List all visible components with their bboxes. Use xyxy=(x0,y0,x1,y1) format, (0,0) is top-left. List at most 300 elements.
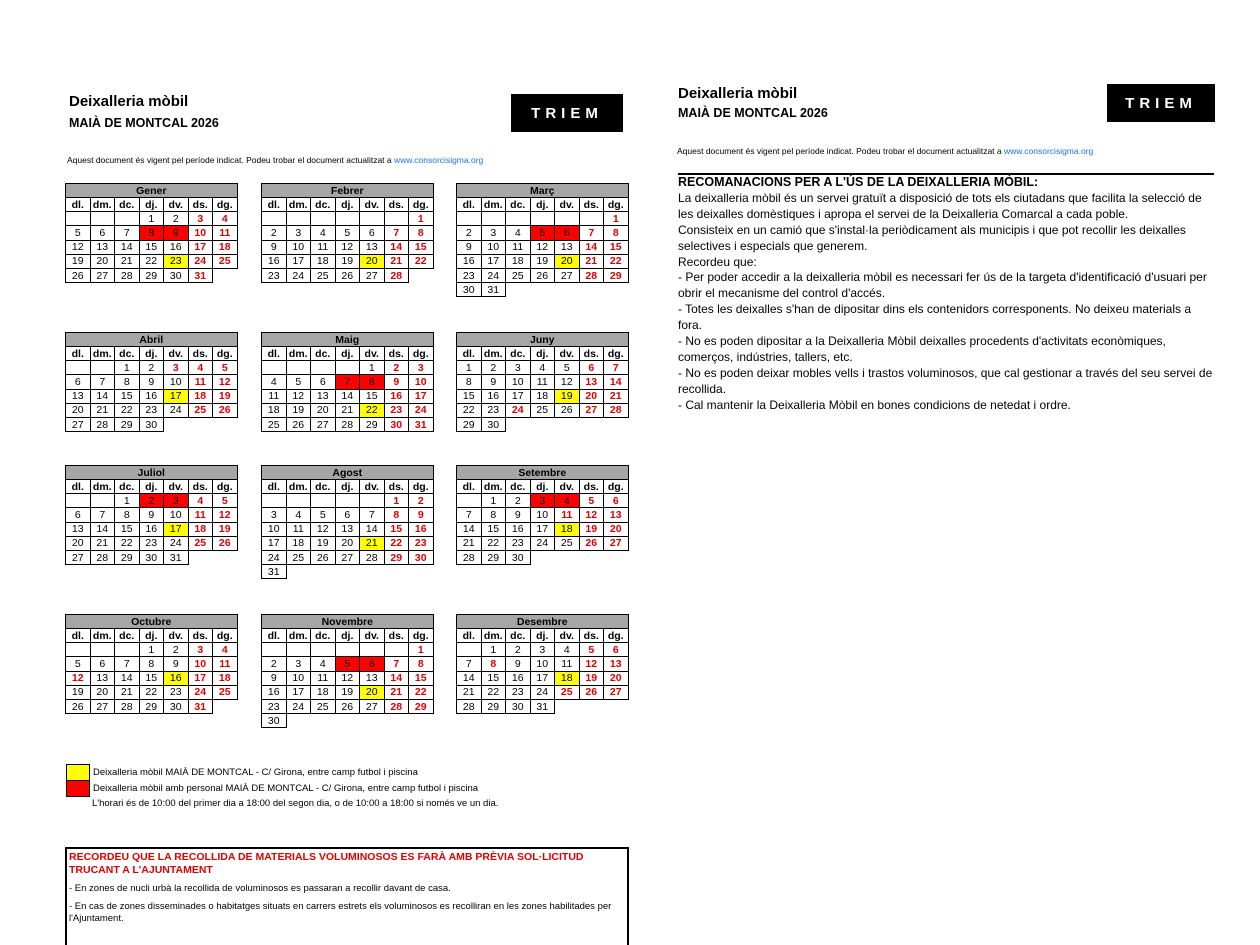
blank-cell xyxy=(506,212,531,226)
day-cell: 8 xyxy=(409,226,434,240)
day-cell: 1 xyxy=(481,643,506,657)
month-table xyxy=(65,614,238,714)
day-cell: 12 xyxy=(213,375,238,389)
day-cell: 9 xyxy=(481,375,506,389)
weekday-header: dg. xyxy=(604,480,629,494)
day-cell: 1 xyxy=(360,361,385,375)
day-cell: 21 xyxy=(579,254,604,268)
day-cell: 2 xyxy=(262,226,287,240)
day-cell: 26 xyxy=(66,699,91,713)
day-cell: 16 xyxy=(262,254,287,268)
day-cell: 11 xyxy=(311,671,336,685)
day-cell: 2 xyxy=(384,361,409,375)
day-cell: 6 xyxy=(579,361,604,375)
day-cell: 10 xyxy=(164,508,189,522)
day-cell: 4 xyxy=(188,494,213,508)
day-cell: 10 xyxy=(286,240,311,254)
blank-cell xyxy=(90,494,115,508)
month-name: Maig xyxy=(262,333,434,347)
day-cell: 21 xyxy=(360,536,385,550)
day-cell: 13 xyxy=(90,240,115,254)
day-cell: 4 xyxy=(311,657,336,671)
day-cell: 8 xyxy=(360,375,385,389)
day-cell: 4 xyxy=(286,508,311,522)
day-cell: 12 xyxy=(286,389,311,403)
weekday-header: dc. xyxy=(506,347,531,361)
day-cell: 21 xyxy=(90,536,115,550)
day-cell: 29 xyxy=(481,699,506,713)
empty-cell xyxy=(384,565,409,579)
empty-cell xyxy=(311,565,336,579)
day-cell: 11 xyxy=(213,657,238,671)
empty-cell xyxy=(530,550,555,564)
day-cell: 1 xyxy=(384,494,409,508)
day-cell: 29 xyxy=(384,550,409,564)
weekday-header: dj. xyxy=(530,480,555,494)
day-cell: 21 xyxy=(604,389,629,403)
month-table xyxy=(65,465,238,565)
day-cell: 30 xyxy=(164,268,189,282)
empty-cell xyxy=(286,714,311,728)
empty-cell xyxy=(604,417,629,431)
day-cell: 15 xyxy=(481,522,506,536)
day-cell: 1 xyxy=(481,494,506,508)
day-cell: 18 xyxy=(286,536,311,550)
blank-cell xyxy=(457,212,482,226)
month-name: Juliol xyxy=(66,466,238,480)
day-cell: 5 xyxy=(213,361,238,375)
day-cell: 18 xyxy=(506,254,531,268)
day-cell: 25 xyxy=(213,254,238,268)
day-cell: 26 xyxy=(579,685,604,699)
day-cell: 28 xyxy=(115,268,140,282)
day-cell: 6 xyxy=(90,657,115,671)
day-cell: 29 xyxy=(409,699,434,713)
day-cell: 21 xyxy=(457,536,482,550)
day-cell: 26 xyxy=(335,699,360,713)
day-cell: 26 xyxy=(66,268,91,282)
day-cell: 23 xyxy=(262,268,287,282)
day-cell: 12 xyxy=(579,657,604,671)
empty-cell xyxy=(335,714,360,728)
weekday-header: dj. xyxy=(139,198,164,212)
empty-cell xyxy=(555,417,580,431)
day-cell: 2 xyxy=(164,212,189,226)
day-cell: 3 xyxy=(164,494,189,508)
day-cell: 14 xyxy=(115,240,140,254)
blank-cell xyxy=(360,212,385,226)
day-cell: 9 xyxy=(262,671,287,685)
day-cell: 24 xyxy=(188,254,213,268)
weekday-header: dc. xyxy=(311,480,336,494)
weekday-header: dl. xyxy=(66,198,91,212)
day-cell: 21 xyxy=(384,254,409,268)
empty-cell xyxy=(213,268,238,282)
day-cell: 7 xyxy=(360,508,385,522)
month-name: Abril xyxy=(66,333,238,347)
weekday-header: dv. xyxy=(360,480,385,494)
month-name: Setembre xyxy=(457,466,629,480)
blank-cell xyxy=(66,643,91,657)
blank-cell xyxy=(286,643,311,657)
rec-bullet-3: - No es poden dipositar a la Deixalleria Mòbil deixalles procedents d'activitats econòmiques, comerços, indústries, tallers, etc. xyxy=(678,334,1166,364)
day-cell: 6 xyxy=(66,375,91,389)
day-cell: 5 xyxy=(555,361,580,375)
day-cell: 20 xyxy=(311,403,336,417)
weekday-header: dm. xyxy=(286,480,311,494)
day-cell: 3 xyxy=(506,361,531,375)
weekday-header: dc. xyxy=(115,629,140,643)
day-cell: 16 xyxy=(262,685,287,699)
day-cell: 1 xyxy=(115,494,140,508)
day-cell: 29 xyxy=(115,550,140,564)
weekday-header: dm. xyxy=(90,198,115,212)
weekday-header: dm. xyxy=(286,198,311,212)
day-cell: 7 xyxy=(90,508,115,522)
day-cell: 27 xyxy=(311,417,336,431)
month-name: Agost xyxy=(262,466,434,480)
day-cell: 8 xyxy=(139,657,164,671)
day-cell: 25 xyxy=(213,685,238,699)
day-cell: 9 xyxy=(164,657,189,671)
day-cell: 14 xyxy=(384,671,409,685)
rec-paragraph-1: La deixalleria mòbil és un servei gratuït a disposició de tots els ciutadans que facilita la selecció de les deixalles domèstiques i apropa el servei de la Deixalleria Comarcal a cada poble. xyxy=(678,190,1202,221)
day-cell: 30 xyxy=(384,417,409,431)
rec-bullet-1: - Per poder accedir a la deixalleria mòbil es necessari fer ús de la targeta d'identificació d'usuari per obrir el mecanisme del control d'accés. xyxy=(678,270,1207,301)
day-cell: 9 xyxy=(384,375,409,389)
blank-cell xyxy=(262,361,287,375)
weekday-header: dg. xyxy=(213,198,238,212)
day-cell: 9 xyxy=(139,508,164,522)
weekday-header: dm. xyxy=(286,347,311,361)
weekday-header: dg. xyxy=(409,480,434,494)
day-cell: 8 xyxy=(409,657,434,671)
blank-cell xyxy=(90,361,115,375)
empty-cell xyxy=(213,417,238,431)
weekday-header: ds. xyxy=(384,198,409,212)
weekday-header: dv. xyxy=(164,198,189,212)
day-cell: 12 xyxy=(66,671,91,685)
day-cell: 17 xyxy=(164,522,189,536)
day-cell: 22 xyxy=(457,403,482,417)
empty-cell xyxy=(213,550,238,564)
day-cell: 14 xyxy=(384,240,409,254)
rec-paragraph-2: Consisteix en un camió que s'instal·la periòdicament als municipis i que pot recollir les deixalles selectives i especials que generem. xyxy=(678,222,1186,253)
month-table xyxy=(261,332,434,432)
day-cell: 29 xyxy=(139,699,164,713)
weekday-header: dg. xyxy=(409,629,434,643)
blank-cell xyxy=(262,643,287,657)
day-cell: 24 xyxy=(164,536,189,550)
day-cell: 21 xyxy=(457,685,482,699)
day-cell: 20 xyxy=(66,403,91,417)
day-cell: 17 xyxy=(188,240,213,254)
consorci-link[interactable]: www.consorcisigma.org xyxy=(393,155,484,165)
day-cell: 19 xyxy=(311,536,336,550)
day-cell: 16 xyxy=(481,389,506,403)
weekday-header: dl. xyxy=(457,347,482,361)
day-cell: 3 xyxy=(188,212,213,226)
day-cell: 18 xyxy=(311,254,336,268)
day-cell: 1 xyxy=(457,361,482,375)
day-cell: 8 xyxy=(384,508,409,522)
weekday-header: dv. xyxy=(360,198,385,212)
weekday-header: ds. xyxy=(579,347,604,361)
day-cell: 3 xyxy=(409,361,434,375)
day-cell: 31 xyxy=(481,283,506,297)
day-cell: 30 xyxy=(164,699,189,713)
day-cell: 8 xyxy=(457,375,482,389)
day-cell: 14 xyxy=(457,671,482,685)
day-cell: 25 xyxy=(555,536,580,550)
day-cell: 20 xyxy=(90,254,115,268)
day-cell: 16 xyxy=(506,671,531,685)
day-cell: 13 xyxy=(360,240,385,254)
day-cell: 20 xyxy=(604,522,629,536)
weekday-header: dj. xyxy=(335,198,360,212)
day-cell: 6 xyxy=(66,508,91,522)
left-subtitle: MAIÀ DE MONTCAL 2026 xyxy=(69,116,219,130)
day-cell: 2 xyxy=(139,361,164,375)
day-cell: 18 xyxy=(555,522,580,536)
day-cell: 22 xyxy=(139,685,164,699)
day-cell: 5 xyxy=(213,494,238,508)
day-cell: 19 xyxy=(530,254,555,268)
day-cell: 5 xyxy=(335,226,360,240)
weekday-header: dl. xyxy=(457,198,482,212)
blank-cell xyxy=(579,212,604,226)
weekday-header: dj. xyxy=(530,629,555,643)
day-cell: 4 xyxy=(506,226,531,240)
blank-cell xyxy=(384,212,409,226)
weekday-header: dc. xyxy=(115,198,140,212)
day-cell: 28 xyxy=(115,699,140,713)
day-cell: 19 xyxy=(335,254,360,268)
month-calendar xyxy=(456,183,629,297)
day-cell: 9 xyxy=(409,508,434,522)
day-cell: 15 xyxy=(115,522,140,536)
day-cell: 18 xyxy=(213,240,238,254)
day-cell: 30 xyxy=(506,699,531,713)
weekday-header: dc. xyxy=(115,480,140,494)
day-cell: 5 xyxy=(579,494,604,508)
day-cell: 13 xyxy=(335,522,360,536)
weekday-header: dj. xyxy=(335,347,360,361)
weekday-header: dm. xyxy=(481,198,506,212)
day-cell: 6 xyxy=(360,226,385,240)
weekday-header: dv. xyxy=(164,629,189,643)
day-cell: 22 xyxy=(604,254,629,268)
day-cell: 9 xyxy=(506,508,531,522)
empty-cell xyxy=(409,565,434,579)
weekday-header: dg. xyxy=(213,480,238,494)
day-cell: 10 xyxy=(409,375,434,389)
day-cell: 1 xyxy=(604,212,629,226)
day-cell: 15 xyxy=(604,240,629,254)
day-cell: 28 xyxy=(457,550,482,564)
day-cell: 18 xyxy=(188,522,213,536)
day-cell: 15 xyxy=(115,389,140,403)
day-cell: 11 xyxy=(530,375,555,389)
day-cell: 21 xyxy=(90,403,115,417)
weekday-header: dm. xyxy=(481,480,506,494)
day-cell: 28 xyxy=(457,699,482,713)
rec-bullet-5: - Cal mantenir la Deixalleria Mòbil en bones condicions de netedat i ordre. xyxy=(678,397,1071,412)
day-cell: 11 xyxy=(286,522,311,536)
weekday-header: ds. xyxy=(188,347,213,361)
day-cell: 11 xyxy=(188,508,213,522)
day-cell: 25 xyxy=(188,403,213,417)
right-subtitle: MAIÀ DE MONTCAL 2026 xyxy=(678,106,828,120)
day-cell: 27 xyxy=(579,403,604,417)
day-cell: 19 xyxy=(286,403,311,417)
day-cell: 15 xyxy=(139,240,164,254)
legend-red-label: Deixalleria mòbil amb personal MAIÀ DE MONTCAL - C/ Girona, entre camp futbol i piscina xyxy=(93,783,479,794)
recommendations-heading: RECOMANACIONS PER A L'ÚS DE LA DEIXALLERIA MÒBIL: xyxy=(678,175,1039,189)
day-cell: 11 xyxy=(555,508,580,522)
month-table xyxy=(261,465,434,579)
day-cell: 10 xyxy=(164,375,189,389)
day-cell: 15 xyxy=(457,389,482,403)
day-cell: 29 xyxy=(481,550,506,564)
right-title: Deixalleria mòbil xyxy=(678,85,798,102)
day-cell: 6 xyxy=(311,375,336,389)
day-cell: 23 xyxy=(164,254,189,268)
day-cell: 8 xyxy=(604,226,629,240)
day-cell: 4 xyxy=(213,212,238,226)
yellow-swatch xyxy=(66,764,90,781)
blank-cell xyxy=(457,643,482,657)
day-cell: 23 xyxy=(164,685,189,699)
weekday-header: dg. xyxy=(409,198,434,212)
day-cell: 28 xyxy=(384,268,409,282)
day-cell: 2 xyxy=(481,361,506,375)
weekday-header: dc. xyxy=(506,480,531,494)
rec-bullet-4: - No es poden deixar mobles vells i trastos voluminosos, que cal gestionar a través del seu servei de recollida. xyxy=(678,365,1213,396)
notice-line-2: - En cas de zones disseminades o habitatges situats en carrers estrets els voluminosos es recolliran en les zones habilitades per l'Ajuntament. xyxy=(69,901,612,924)
blank-cell xyxy=(335,361,360,375)
day-cell: 24 xyxy=(409,403,434,417)
weekday-header: dl. xyxy=(262,629,287,643)
day-cell: 28 xyxy=(90,550,115,564)
blank-cell xyxy=(311,361,336,375)
weekday-header: ds. xyxy=(188,629,213,643)
weekday-header: ds. xyxy=(579,198,604,212)
day-cell: 9 xyxy=(457,240,482,254)
day-cell: 27 xyxy=(604,685,629,699)
day-cell: 24 xyxy=(506,403,531,417)
day-cell: 11 xyxy=(506,240,531,254)
day-cell: 8 xyxy=(481,508,506,522)
consorci-link-right[interactable]: www.consorcisigma.org xyxy=(1003,146,1094,156)
weekday-header: dv. xyxy=(360,629,385,643)
day-cell: 14 xyxy=(457,522,482,536)
weekday-header: dm. xyxy=(90,347,115,361)
empty-cell xyxy=(604,699,629,713)
day-cell: 16 xyxy=(409,522,434,536)
day-cell: 19 xyxy=(579,671,604,685)
legend-red xyxy=(66,780,478,797)
blank-cell xyxy=(262,212,287,226)
day-cell: 24 xyxy=(530,536,555,550)
day-cell: 26 xyxy=(579,536,604,550)
weekday-header: dl. xyxy=(457,480,482,494)
day-cell: 7 xyxy=(384,226,409,240)
empty-cell xyxy=(360,714,385,728)
blank-cell xyxy=(286,212,311,226)
day-cell: 1 xyxy=(139,212,164,226)
day-cell: 17 xyxy=(530,671,555,685)
day-cell: 29 xyxy=(604,268,629,282)
weekday-header: ds. xyxy=(579,629,604,643)
day-cell: 10 xyxy=(188,657,213,671)
day-cell: 28 xyxy=(360,550,385,564)
day-cell: 26 xyxy=(530,268,555,282)
weekday-header: dl. xyxy=(66,347,91,361)
empty-cell xyxy=(506,283,531,297)
day-cell: 19 xyxy=(66,685,91,699)
weekday-header: dj. xyxy=(335,629,360,643)
day-cell: 28 xyxy=(579,268,604,282)
day-cell: 24 xyxy=(530,685,555,699)
empty-cell xyxy=(384,714,409,728)
empty-cell xyxy=(335,565,360,579)
day-cell: 16 xyxy=(164,671,189,685)
weekday-header: dl. xyxy=(66,480,91,494)
weekday-header: dj. xyxy=(139,629,164,643)
day-cell: 17 xyxy=(188,671,213,685)
blank-cell xyxy=(311,494,336,508)
empty-cell xyxy=(506,417,531,431)
empty-cell xyxy=(555,550,580,564)
day-cell: 19 xyxy=(213,389,238,403)
month-name: Febrer xyxy=(262,184,434,198)
day-cell: 20 xyxy=(604,671,629,685)
weekday-header: dj. xyxy=(335,480,360,494)
blank-cell xyxy=(360,494,385,508)
day-cell: 26 xyxy=(311,550,336,564)
triem-logo-right xyxy=(1107,84,1215,122)
weekday-header: dv. xyxy=(555,198,580,212)
day-cell: 6 xyxy=(604,643,629,657)
day-cell: 13 xyxy=(604,508,629,522)
day-cell: 23 xyxy=(506,685,531,699)
day-cell: 13 xyxy=(604,657,629,671)
weekday-header: dl. xyxy=(457,629,482,643)
day-cell: 22 xyxy=(481,536,506,550)
day-cell: 25 xyxy=(188,536,213,550)
month-table xyxy=(261,614,434,728)
blank-cell xyxy=(335,212,360,226)
day-cell: 23 xyxy=(457,268,482,282)
empty-cell xyxy=(579,283,604,297)
empty-cell xyxy=(579,417,604,431)
day-cell: 5 xyxy=(66,226,91,240)
day-cell: 13 xyxy=(360,671,385,685)
day-cell: 14 xyxy=(604,375,629,389)
day-cell: 1 xyxy=(409,212,434,226)
day-cell: 24 xyxy=(286,268,311,282)
day-cell: 15 xyxy=(384,522,409,536)
blank-cell xyxy=(311,212,336,226)
month-table xyxy=(456,332,629,432)
day-cell: 12 xyxy=(213,508,238,522)
day-cell: 7 xyxy=(335,375,360,389)
empty-cell xyxy=(188,550,213,564)
day-cell: 21 xyxy=(384,685,409,699)
day-cell: 16 xyxy=(506,522,531,536)
month-calendar xyxy=(456,465,629,565)
